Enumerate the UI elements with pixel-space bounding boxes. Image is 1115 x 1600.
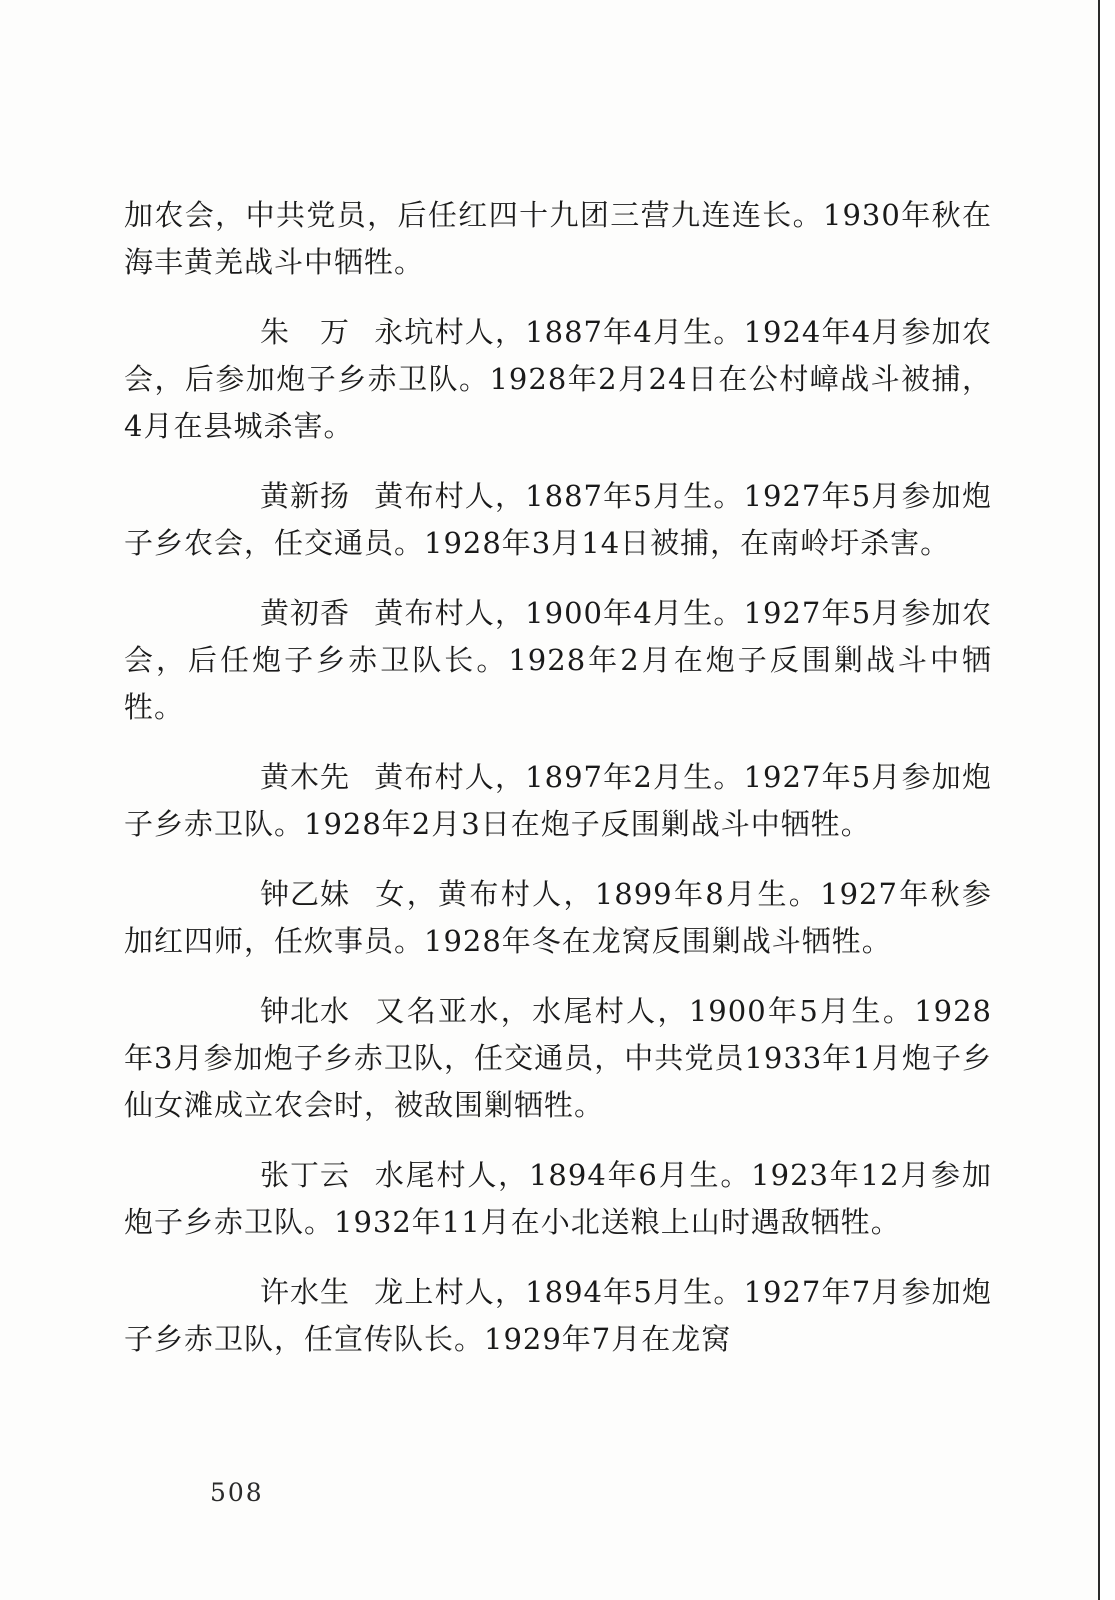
page-number: 508 xyxy=(210,1478,264,1507)
entry-paragraph xyxy=(124,473,992,567)
entry-text: 黄布村人，1897年2月生。1927年5月参加炮子乡赤卫队。1928年2月3日在炮子反围剿战斗中牺牲。 xyxy=(124,760,992,841)
entry-name: 张丁云 xyxy=(260,1158,351,1192)
entry-text: 又名亚水，水尾村人，1900年5月生。1928年3月参加炮子乡赤卫队，任交通员，中共党员1933年1月炮子乡仙女滩成立农会时，被敌围剿牺牲。 xyxy=(124,994,992,1122)
entry-text: 龙上村人，1894年5月生。1927年7月参加炮子乡赤卫队，任宣传队长。1929年7月在龙窝 xyxy=(124,1275,992,1356)
page-edge-border xyxy=(1098,0,1115,1600)
entry-paragraph xyxy=(124,590,992,731)
entry-text: 黄布村人，1900年4月生。1927年5月参加农会，后任炮子乡赤卫队长。1928年2月在炮子反围剿战斗中牺牲。 xyxy=(124,596,992,724)
entry-name: 黄初香 xyxy=(260,596,351,630)
entry-text: 水尾村人，1894年6月生。1923年12月参加炮子乡赤卫队。1932年11月在小北送粮上山时遇敌牺牲。 xyxy=(124,1158,992,1239)
entry-text: 女，黄布村人，1899年8月生。1927年秋参加红四师，任炊事员。1928年冬在龙窝反围剿战斗牺牲。 xyxy=(124,877,992,958)
entry-name: 钟北水 xyxy=(260,994,351,1028)
entry-text: 永坑村人，1887年4月生。1924年4月参加农会，后参加炮子乡赤卫队。1928年2月24日在公村嶂战斗被捕，4月在县城杀害。 xyxy=(124,315,992,443)
entry-paragraph xyxy=(124,754,992,848)
entry-paragraph xyxy=(124,1152,992,1246)
entry-name: 黄木先 xyxy=(260,760,351,794)
entry-text: 黄布村人，1887年5月生。1927年5月参加炮子乡农会，任交通员。1928年3月14日被捕，在南岭圩杀害。 xyxy=(124,479,992,560)
entry-name: 朱 万 xyxy=(260,315,351,349)
entry-paragraph xyxy=(124,192,992,286)
text-body xyxy=(124,192,992,1386)
entry-name: 许水生 xyxy=(260,1275,351,1309)
entry-name: 黄新扬 xyxy=(260,479,351,513)
entry-paragraph xyxy=(124,309,992,450)
entry-name: 钟乙妹 xyxy=(260,877,351,911)
entry-paragraph xyxy=(124,1269,992,1363)
entry-paragraph xyxy=(124,871,992,965)
entry-paragraph xyxy=(124,988,992,1129)
entry-text: 加农会，中共党员，后任红四十九团三营九连连长。1930年秋在海丰黄羌战斗中牺牲。 xyxy=(124,198,992,279)
